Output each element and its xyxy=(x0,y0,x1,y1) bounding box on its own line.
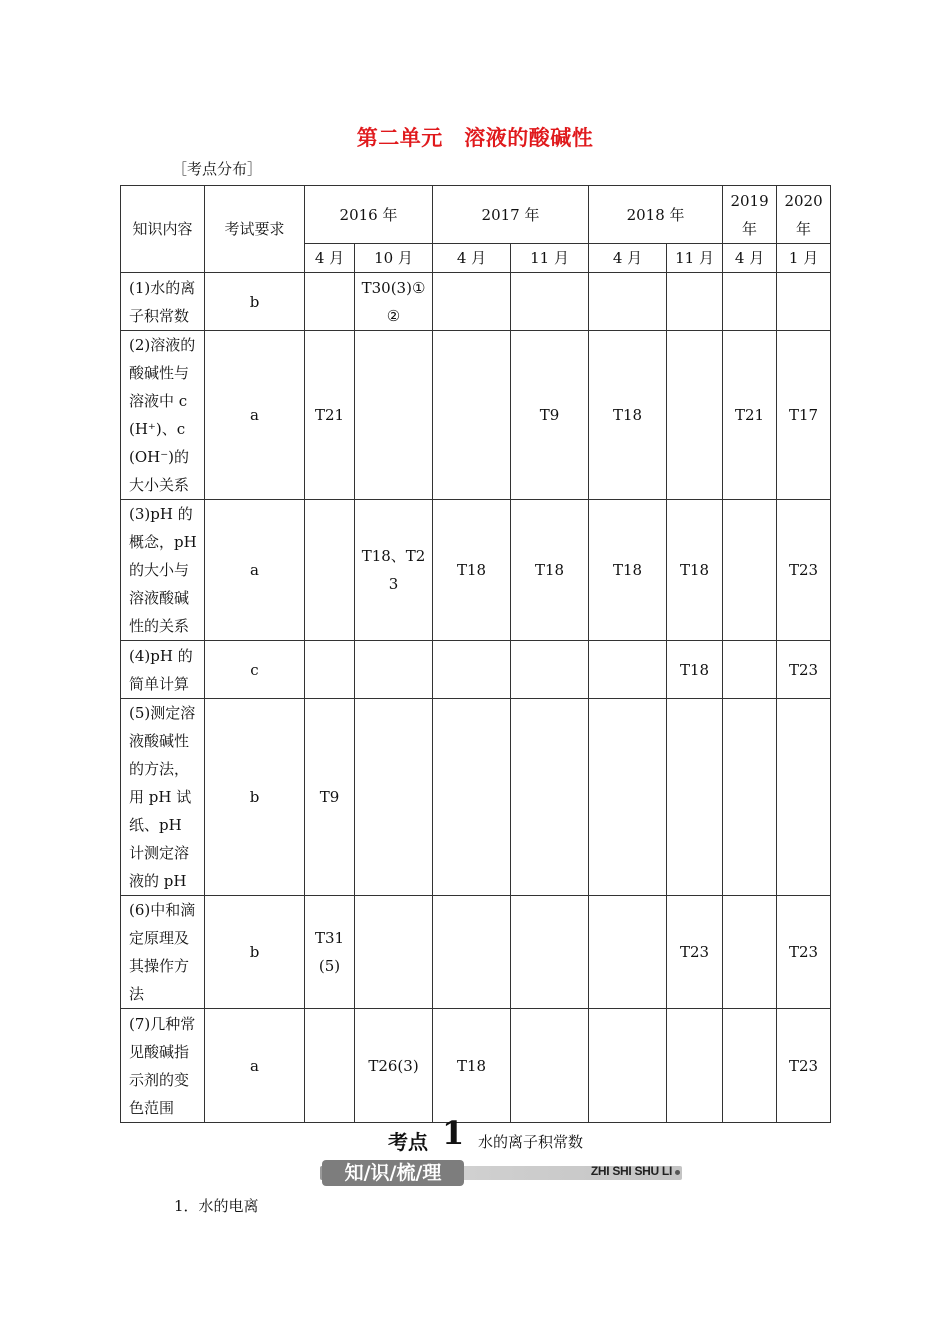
row-cell xyxy=(511,273,589,331)
header-year-2020: 2020 年 xyxy=(777,186,831,244)
row-cell xyxy=(511,1009,589,1123)
header-requirement: 考试要求 xyxy=(205,186,305,273)
row-cell xyxy=(433,699,511,896)
item-heading-1: 1．水的电离 xyxy=(174,1197,259,1215)
banner-dot-icon xyxy=(675,1170,680,1175)
header-month: 1 月 xyxy=(777,244,831,273)
row-requirement: a xyxy=(205,1009,305,1123)
row-cell xyxy=(305,641,355,699)
header-month: 4 月 xyxy=(433,244,511,273)
header-year-2017: 2017 年 xyxy=(433,186,589,244)
row-cell xyxy=(433,273,511,331)
row-cell: T18、T23 xyxy=(355,500,433,641)
row-content: (7)几种常见酸碱指示剂的变色范围 xyxy=(121,1009,205,1123)
row-cell xyxy=(511,699,589,896)
row-cell xyxy=(589,273,667,331)
page-title: 第二单元 溶液的酸碱性 xyxy=(356,126,594,150)
header-content: 知识内容 xyxy=(121,186,205,273)
table-row xyxy=(121,699,831,896)
header-month: 4 月 xyxy=(305,244,355,273)
row-cell xyxy=(723,641,777,699)
row-cell xyxy=(589,699,667,896)
exam-distribution-table xyxy=(120,185,831,1123)
table-row xyxy=(121,896,831,1009)
row-cell: T18 xyxy=(589,500,667,641)
row-cell xyxy=(723,273,777,331)
banner-pinyin: ZHI SHI SHU LI xyxy=(590,1164,672,1178)
row-cell xyxy=(511,641,589,699)
row-cell: T9 xyxy=(511,331,589,500)
header-month: 4 月 xyxy=(723,244,777,273)
row-cell xyxy=(355,699,433,896)
row-cell: T18 xyxy=(667,500,723,641)
row-cell xyxy=(433,641,511,699)
row-requirement: a xyxy=(205,331,305,500)
row-cell xyxy=(305,500,355,641)
header-year-2018: 2018 年 xyxy=(589,186,723,244)
row-cell: T30(3)①② xyxy=(355,273,433,331)
row-cell xyxy=(723,896,777,1009)
row-requirement: a xyxy=(205,500,305,641)
row-cell xyxy=(777,273,831,331)
row-cell xyxy=(667,273,723,331)
row-cell xyxy=(433,896,511,1009)
kaodian-number: 1 xyxy=(442,1114,465,1152)
header-month: 4 月 xyxy=(589,244,667,273)
section-label: ［考点分布］ xyxy=(172,160,263,178)
row-cell: T21 xyxy=(723,331,777,500)
row-cell xyxy=(511,896,589,1009)
table-row xyxy=(121,1009,831,1123)
row-cell xyxy=(723,500,777,641)
row-cell xyxy=(355,641,433,699)
row-cell xyxy=(355,896,433,1009)
row-cell xyxy=(305,273,355,331)
row-cell xyxy=(667,699,723,896)
row-cell: T31(5) xyxy=(305,896,355,1009)
row-requirement: c xyxy=(205,641,305,699)
row-cell: T23 xyxy=(667,896,723,1009)
row-cell: T18 xyxy=(511,500,589,641)
header-month: 10 月 xyxy=(355,244,433,273)
header-year-2016: 2016 年 xyxy=(305,186,433,244)
row-requirement: b xyxy=(205,273,305,331)
row-cell xyxy=(667,331,723,500)
row-cell: T18 xyxy=(667,641,723,699)
row-requirement: b xyxy=(205,699,305,896)
row-cell xyxy=(355,331,433,500)
row-cell xyxy=(589,896,667,1009)
table-row xyxy=(121,641,831,699)
row-requirement: b xyxy=(205,896,305,1009)
row-cell: T26(3) xyxy=(355,1009,433,1123)
row-cell xyxy=(589,1009,667,1123)
section-banner xyxy=(320,1160,682,1186)
header-month: 11 月 xyxy=(511,244,589,273)
banner-label: 知/识/梳/理 xyxy=(322,1160,464,1186)
row-cell: T9 xyxy=(305,699,355,896)
kaodian-name: 水的离子积常数 xyxy=(478,1133,584,1151)
header-year-2019: 2019 年 xyxy=(723,186,777,244)
row-cell: T21 xyxy=(305,331,355,500)
row-cell: T23 xyxy=(777,896,831,1009)
row-cell xyxy=(433,331,511,500)
table-row xyxy=(121,331,831,500)
row-content: (3)pH 的概念，pH 的大小与溶液酸碱性的关系 xyxy=(121,500,205,641)
row-cell: T23 xyxy=(777,1009,831,1123)
row-cell: T18 xyxy=(589,331,667,500)
row-cell xyxy=(777,699,831,896)
row-cell: T18 xyxy=(433,500,511,641)
row-cell xyxy=(305,1009,355,1123)
row-cell xyxy=(589,641,667,699)
table-row xyxy=(121,500,831,641)
row-content: (1)水的离子积常数 xyxy=(121,273,205,331)
row-content: (4)pH 的简单计算 xyxy=(121,641,205,699)
row-cell: T23 xyxy=(777,500,831,641)
row-content: (2)溶液的酸碱性与溶液中 c(H⁺)、c(OH⁻)的大小关系 xyxy=(121,331,205,500)
row-content: (5)测定溶液酸碱性的方法，用 pH 试纸、pH 计测定溶液的 pH xyxy=(121,699,205,896)
row-cell xyxy=(723,1009,777,1123)
kaodian-prefix: 考点 xyxy=(388,1130,428,1154)
table-row xyxy=(121,273,831,331)
row-content: (6)中和滴定原理及其操作方法 xyxy=(121,896,205,1009)
row-cell: T18 xyxy=(433,1009,511,1123)
header-month: 11 月 xyxy=(667,244,723,273)
row-cell: T23 xyxy=(777,641,831,699)
row-cell xyxy=(723,699,777,896)
row-cell: T17 xyxy=(777,331,831,500)
row-cell xyxy=(667,1009,723,1123)
header-row-years xyxy=(121,186,831,244)
